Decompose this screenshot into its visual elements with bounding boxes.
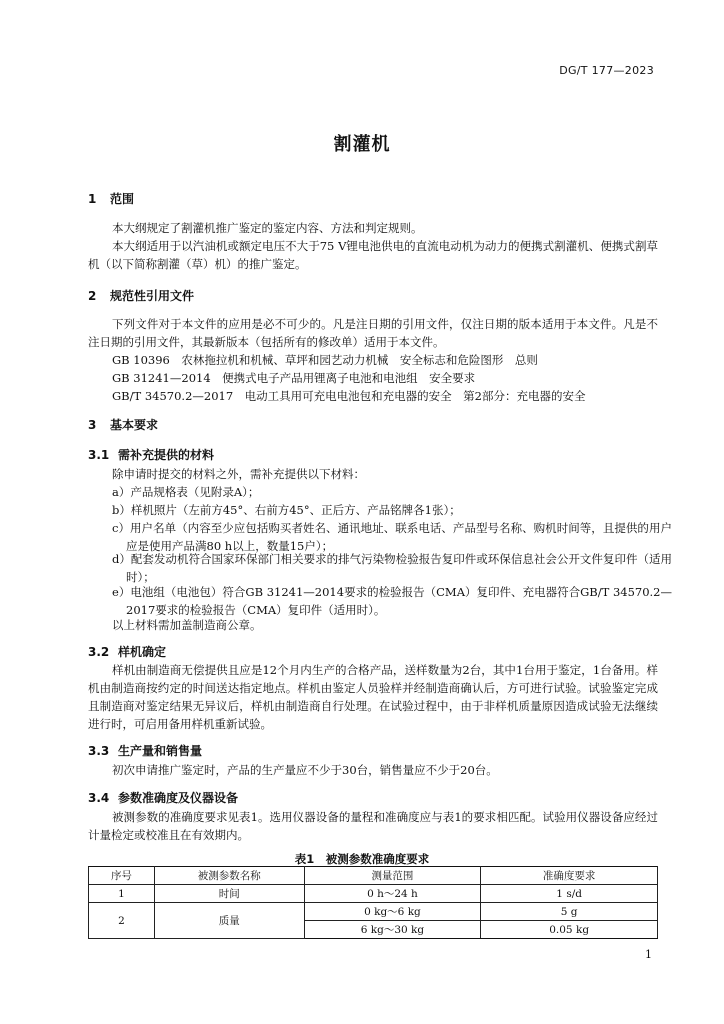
section-2-para: 下列文件对于本文件的应用是必不可少的。凡是注日期的引用文件，仅注日期的版本适用于本文件。凡是不注日期的引用文件，其最新版本（包括所有的修改单）适用于本文件。 — [88, 317, 658, 349]
table-header-cell: 序号 — [89, 867, 155, 885]
table-cell: 0.05 kg — [481, 921, 658, 939]
reference-line: GB/T 34570.2—2017 电动工具用可充电电池包和充电器的安全 第2部分：充电器的安全 — [112, 389, 586, 403]
table-caption: 表1 被测参数准确度要求 — [294, 852, 430, 866]
list-item: e）电池组（电池包）符合GB 31241—2014要求的检验报告（CMA）复印件、充电器符合GB/T 34570.2—2017要求的检验报告（CMA）复印件（适用时）。 — [112, 585, 672, 617]
table-cell: 1 s/d — [481, 885, 658, 903]
document-number: DG/T 177—2023 — [559, 64, 654, 77]
section-title: 规范性引用文件 — [110, 289, 195, 303]
table-cell: 0 kg～6 kg — [304, 903, 481, 921]
subsection-3-4-para: 被测参数的准确度要求见表1。选用仪器设备的量程和准确度应与表1的要求相匹配。试验用仪器设备应经过计量检定或校准且在有效期内。 — [88, 810, 658, 842]
subsection-number: 3.2 — [88, 645, 110, 659]
subsection-3-1-heading — [88, 446, 214, 463]
table-row — [89, 903, 658, 921]
document-title: 割灌机 — [333, 134, 391, 155]
section-2-heading — [88, 287, 194, 304]
table-header-cell: 被测参数名称 — [154, 867, 304, 885]
materials-intro: 除申请时提交的材料之外，需补充提供以下材料： — [112, 467, 365, 481]
subsection-title: 生产量和销售量 — [118, 744, 203, 758]
section-1-heading — [88, 190, 134, 207]
table-cell: 2 — [89, 903, 155, 939]
subsection-3-3-heading — [88, 742, 202, 759]
table-cell: 5 g — [481, 903, 658, 921]
table-cell: 6 kg～30 kg — [304, 921, 481, 939]
section-3-heading — [88, 416, 158, 433]
table-cell: 质量 — [154, 903, 304, 939]
subsection-number: 3.3 — [88, 744, 110, 758]
section-number: 2 — [88, 289, 97, 303]
subsection-3-2-para: 样机由制造商无偿提供且应是12个月内生产的合格产品，送样数量为2台，其中1台用于鉴定，1台备用。样机由制造商按约定的时间送达指定地点。样机由鉴定人员验样并经制造商确认后，方可进行试验。试验鉴定完成且制造商对鉴定结果无异议后，样机由制造商自行处理。在试验过程中，由于非样机质量原因造成试验无法继续进行时，可启用备用样机重新试验。 — [88, 663, 658, 731]
subsection-title: 参数准确度及仪器设备 — [118, 791, 239, 805]
accuracy-table — [88, 866, 658, 939]
subsection-number: 3.4 — [88, 791, 110, 805]
subsection-number: 3.1 — [88, 448, 110, 462]
subsection-title: 需补充提供的材料 — [118, 448, 215, 462]
list-item: b）样机照片（左前方45°、右前方45°、正后方、产品铭牌各1张）； — [112, 503, 461, 517]
table-row — [89, 885, 658, 903]
section-title: 基本要求 — [110, 418, 159, 432]
subsection-title: 样机确定 — [118, 645, 167, 659]
table-header-row — [89, 867, 658, 885]
section-title: 范围 — [110, 192, 135, 206]
table-cell: 0 h～24 h — [304, 885, 481, 903]
section-number: 1 — [88, 192, 97, 206]
section-1-para-1: 本大纲规定了割灌机推广鉴定的鉴定内容、方法和判定规则。 — [112, 221, 423, 235]
table-header-cell: 准确度要求 — [481, 867, 658, 885]
page-number: 1 — [645, 948, 652, 961]
subsection-3-3-para: 初次申请推广鉴定时，产品的生产量应不少于30台，销售量应不少于20台。 — [112, 763, 498, 777]
list-item: a）产品规格表（见附录A）； — [112, 485, 260, 499]
reference-line: GB 31241—2014 便携式电子产品用锂离子电池和电池组 安全要求 — [112, 371, 476, 385]
section-number: 3 — [88, 418, 97, 432]
table-cell: 时间 — [154, 885, 304, 903]
reference-line: GB 10396 农林拖拉机和机械、草坪和园艺动力机械 安全标志和危险图形 总则 — [112, 353, 538, 367]
list-item: c）用户名单（内容至少应包括购买者姓名、通讯地址、联系电话、产品型号名称、购机时间等，且提供的用户应是使用产品满80 h以上，数量15户）； — [112, 521, 672, 553]
table-header-cell: 测量范围 — [304, 867, 481, 885]
table-cell: 1 — [89, 885, 155, 903]
materials-outro: 以上材料需加盖制造商公章。 — [112, 618, 262, 632]
list-item: d）配套发动机符合国家环保部门相关要求的排气污染物检验报告复印件或环保信息社会公开文件复印件（适用时）； — [112, 552, 672, 584]
subsection-3-2-heading — [88, 643, 166, 660]
section-1-para-2: 本大纲适用于以汽油机或额定电压不大于75 V锂电池供电的直流电动机为动力的便携式割灌机、便携式割草机（以下简称割灌（草）机）的推广鉴定。 — [88, 239, 658, 271]
subsection-3-4-heading — [88, 789, 238, 806]
